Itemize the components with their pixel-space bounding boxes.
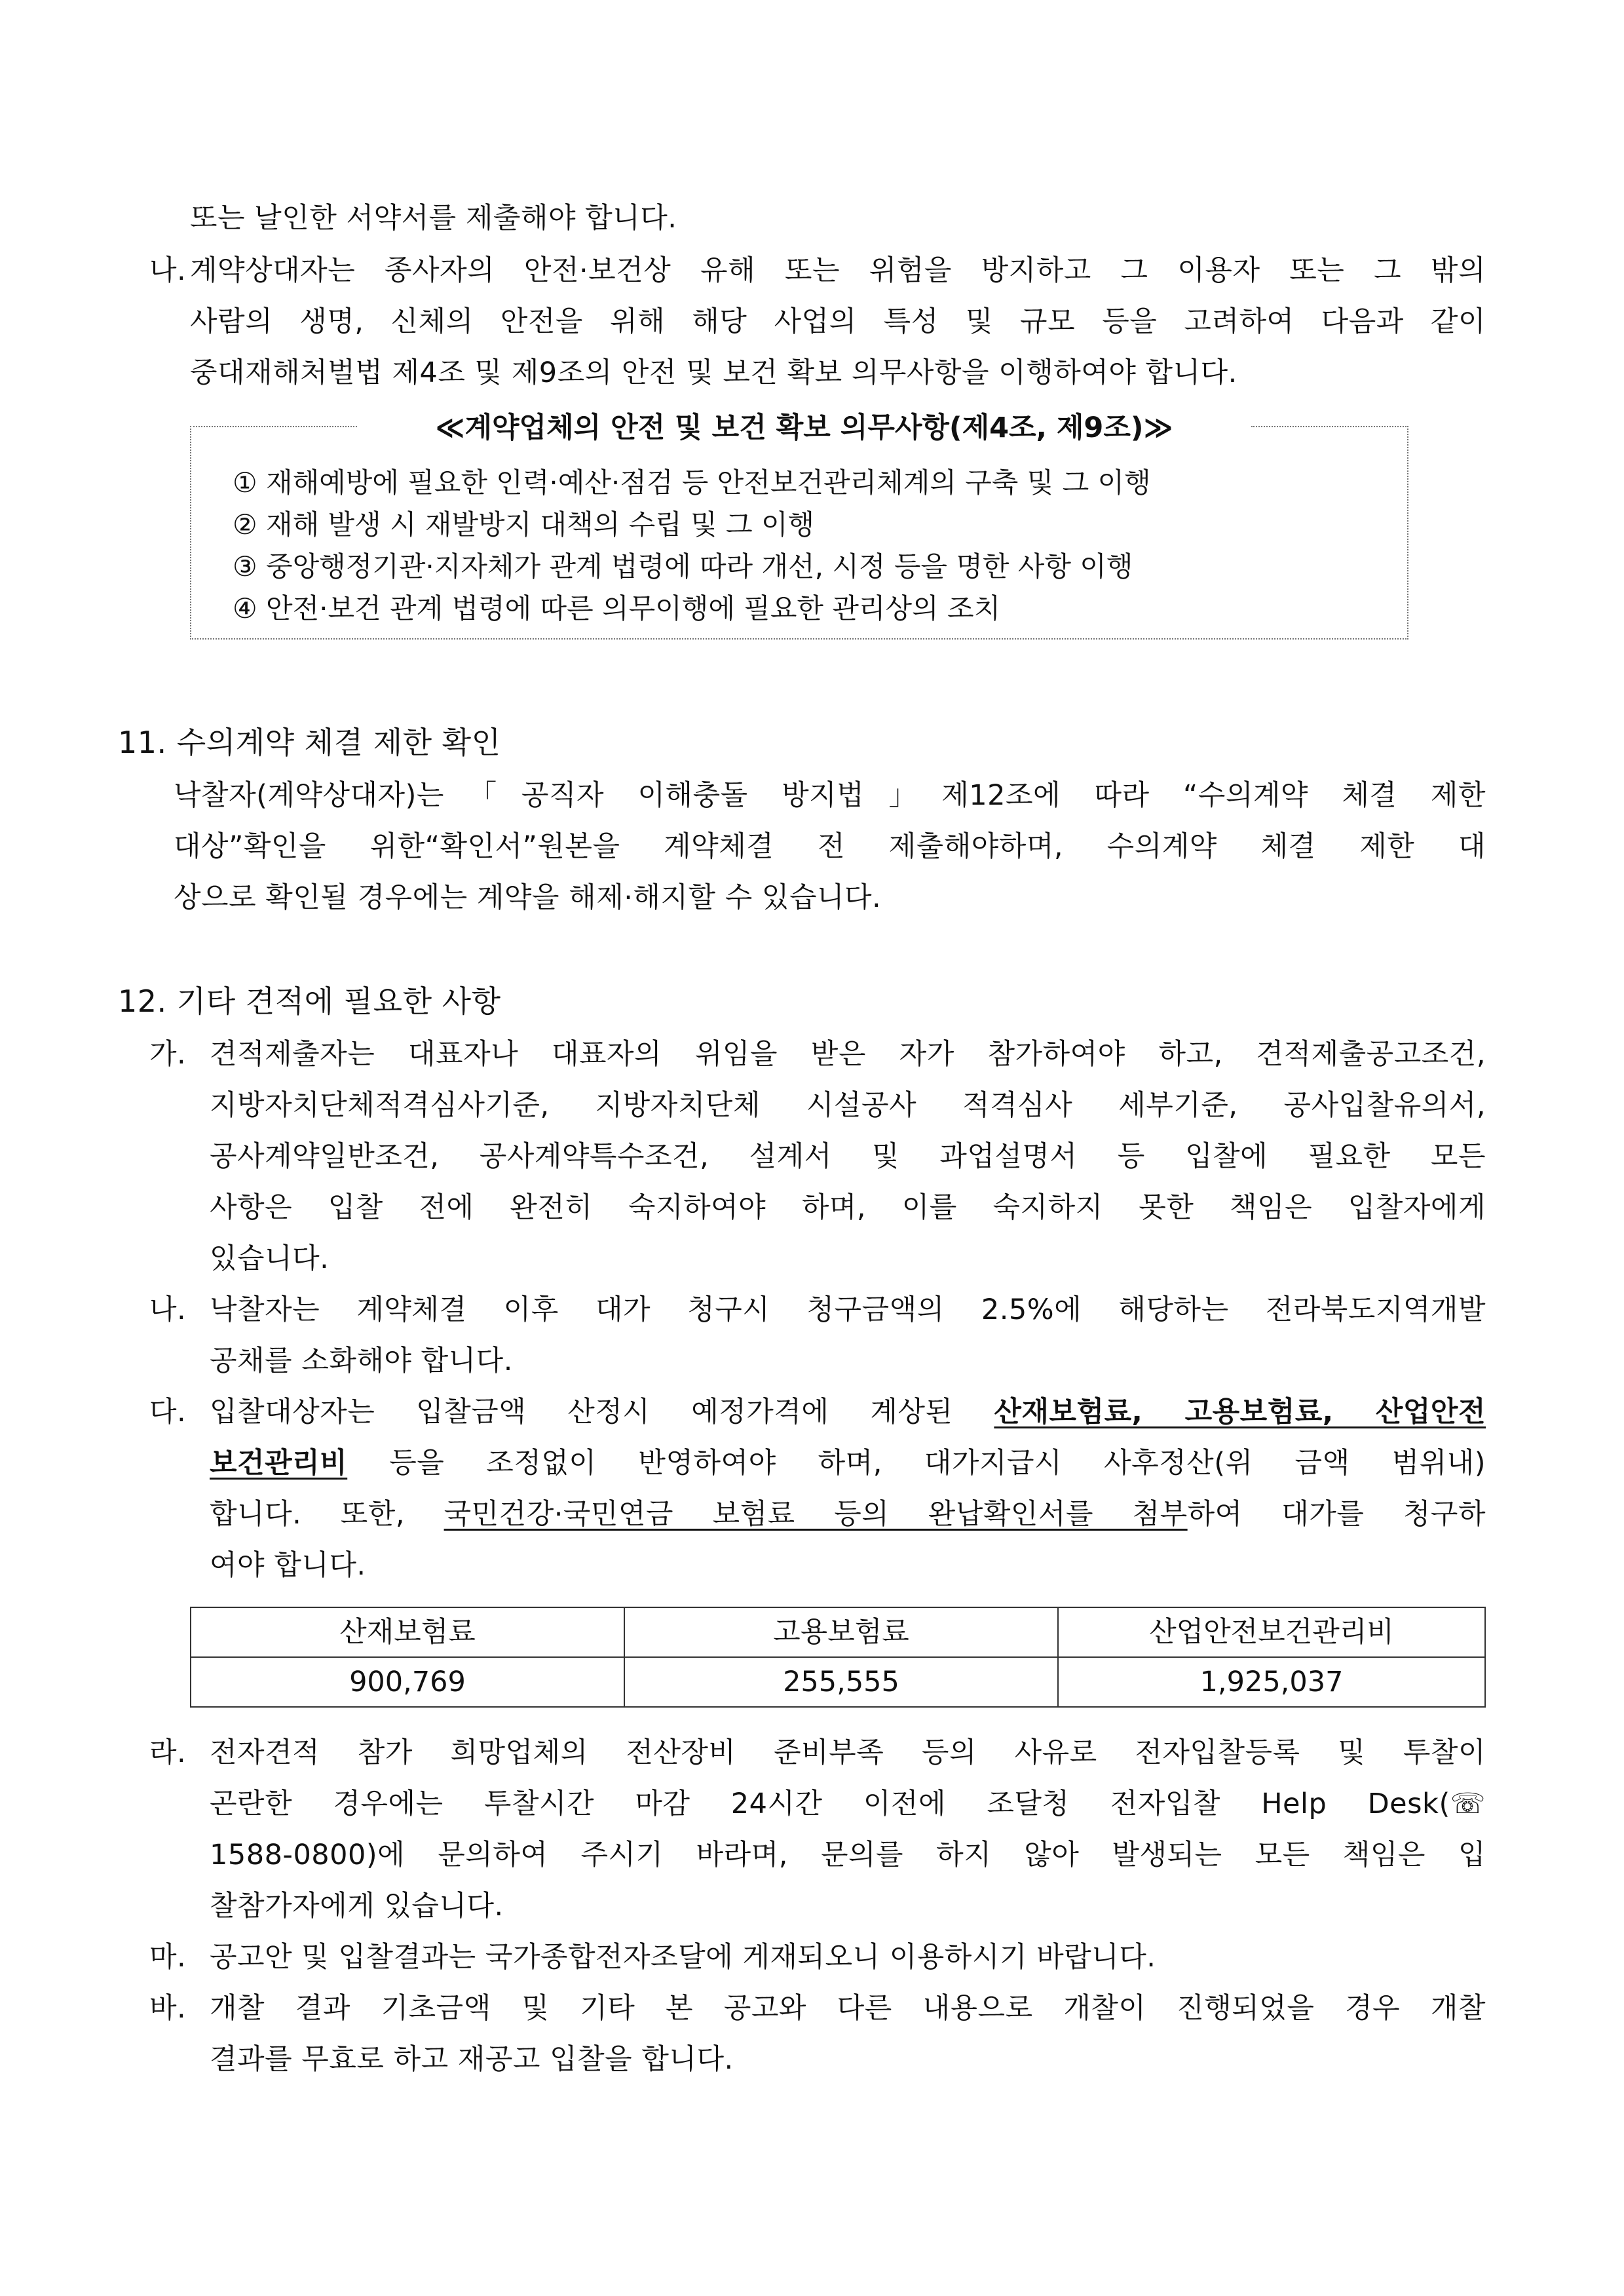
paragraph-line: 낙찰자(계약상대자)는「공직자 이해충돌 방지법」제12조에 따라 “수의계약 체결 제한 (174, 779, 1486, 812)
paragraph-line: 낙찰자는 계약체결 이후 대가 청구시 청구금액의 2.5%에 해당하는 전라북도지역개발 (210, 1293, 1486, 1326)
obligation-item: ④ 안전·보건 관계 법령에 따른 의무이행에 필요한 관리상의 조치 (233, 592, 1001, 624)
paragraph-line: 1588-0800)에 문의하여 주시기 바라며, 문의를 하지 않아 발생되는 모든 책임은 입 (210, 1839, 1486, 1871)
paragraph-line (210, 1498, 1486, 1531)
obligation-item: ③ 중앙행정기관·지자체가 관계 법령에 따라 개선, 시정 등을 명한 사항 이행 (233, 550, 1133, 583)
item-marker: 다. (149, 1396, 187, 1428)
paragraph-line: 곤란한 경우에는 투찰시간 마감 24시간 이전에 조달청 전자입찰 Help Desk(☏ (210, 1788, 1486, 1820)
underlined-text: 국민건강·국민연금 보험료 등의 완납확인서를 첨부 (444, 1498, 1188, 1531)
underlined-text: 산재보험료, 고용보험료, 산업안전 (994, 1396, 1486, 1428)
item-marker: 바. (149, 1992, 187, 2025)
paragraph-line (210, 1449, 1486, 1478)
paragraph-line: 공사계약일반조건, 공사계약특수조건, 설계서 및 과업설명서 등 입찰에 필요한 모든 (210, 1140, 1486, 1173)
table-row (191, 1657, 1485, 1707)
table-cell: 1,925,037 (1058, 1657, 1485, 1707)
paragraph-line: 공고안 및 입찰결과는 국가종합전자조달에 게재되오니 이용하시기 바랍니다. (210, 1941, 1156, 1974)
paragraph-line: 사람의 생명, 신체의 안전을 위해 해당 사업의 특성 및 규모 등을 고려하여 다음과 같이 (190, 305, 1486, 338)
obligation-item: ② 재해 발생 시 재발방지 대책의 수립 및 그 이행 (233, 508, 815, 541)
table-cell: 900,769 (191, 1657, 624, 1707)
paragraph-line: 지방자치단체적격심사기준, 지방자치단체 시설공사 적격심사 세부기준, 공사입찰유의서, (210, 1089, 1486, 1122)
item-marker: 라. (149, 1736, 187, 1769)
underlined-text: 보건관리비 (210, 1447, 348, 1480)
box-border-segment (190, 426, 357, 427)
paragraph-line: 대상”확인을 위한“확인서”원본을 계약체결 전 제출해야하며, 수의계약 체결 제한 대 (174, 830, 1486, 863)
paragraph-line: 또는 날인한 서약서를 제출해야 합니다. (190, 202, 677, 235)
paragraph-line: 결과를 무효로 하고 재공고 입찰을 합니다. (210, 2043, 734, 2076)
item-marker: 나. (149, 254, 187, 287)
paragraph-line: 상으로 확인될 경우에는 계약을 해제·해지할 수 있습니다. (174, 881, 882, 914)
table-cell: 255,555 (624, 1657, 1058, 1707)
item-marker: 가. (149, 1038, 187, 1071)
text-run: 입찰대상자는 입찰금액 산정시 예정가격에 계상된 (210, 1396, 994, 1428)
table-header-cell: 산재보험료 (191, 1607, 624, 1657)
text-run: 등을 조정없이 반영하여야 하며, 대가지급시 사후정산(위 금액 범위내) (347, 1447, 1486, 1480)
box-border-segment (1251, 426, 1408, 427)
paragraph-line: 중대재해처벌법 제4조 및 제9조의 안전 및 보건 확보 의무사항을 이행하여야 합니다. (190, 356, 1237, 389)
item-marker: 마. (149, 1941, 187, 1974)
obligation-item: ① 재해예방에 필요한 인력·예산·점검 등 안전보건관리체계의 구축 및 그 이행 (233, 467, 1151, 499)
paragraph-line: 전자견적 참가 희망업체의 전산장비 준비부족 등의 사유로 전자입찰등록 및 투찰이 (210, 1736, 1486, 1769)
paragraph-line: 찰참가자에게 있습니다. (210, 1890, 504, 1923)
paragraph-line: 있습니다. (210, 1242, 330, 1275)
text-run: 하여 대가를 청구하 (1187, 1498, 1486, 1531)
paragraph-line: 사항은 입찰 전에 완전히 숙지하여야 하며, 이를 숙지하지 못한 책임은 입찰자에게 (210, 1191, 1486, 1224)
item-marker: 나. (149, 1293, 187, 1326)
paragraph-line: 견적제출자는 대표자나 대표자의 위임을 받은 자가 참가하여야 하고, 견적제출공고조건, (210, 1038, 1486, 1071)
text-run: 합니다. 또한, (210, 1498, 444, 1531)
table-header-cell: 고용보험료 (624, 1607, 1058, 1657)
fees-table (190, 1607, 1486, 1708)
paragraph-line: 개찰 결과 기초금액 및 기타 본 공고와 다른 내용으로 개찰이 진행되었을 경우 개찰 (210, 1992, 1486, 2025)
paragraph-line: 여야 합니다. (210, 1549, 366, 1582)
section-heading: 11. 수의계약 체결 제한 확인 (118, 725, 501, 760)
obligations-box-title: ≪계약업체의 안전 및 보건 확보 의무사항(제4조, 제9조)≫ (435, 411, 1173, 444)
paragraph-line (210, 1398, 1486, 1426)
section-heading: 12. 기타 견적에 필요한 사항 (118, 984, 501, 1019)
table-header-row (191, 1607, 1485, 1657)
table-header-cell: 산업안전보건관리비 (1058, 1607, 1485, 1657)
paragraph-line: 공채를 소화해야 합니다. (210, 1345, 513, 1377)
paragraph-line: 계약상대자는 종사자의 안전·보건상 유해 또는 위험을 방지하고 그 이용자 또는 그 밖의 (190, 254, 1486, 287)
